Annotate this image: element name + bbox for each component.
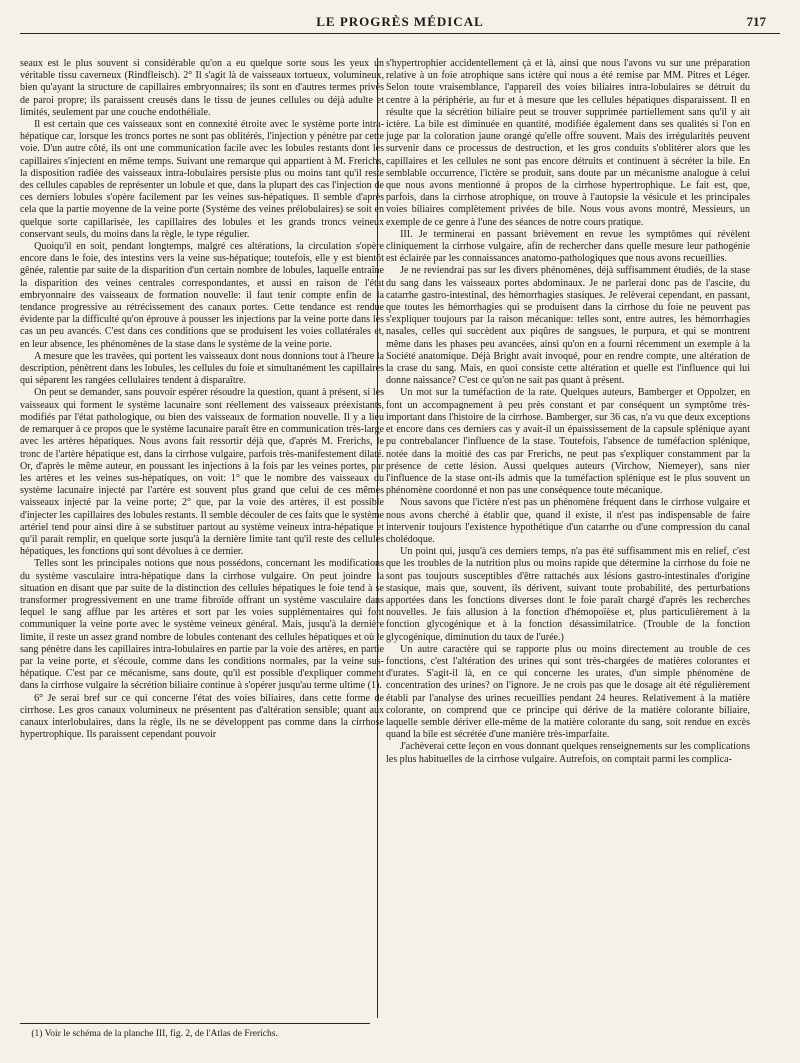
paragraph: seaux est le plus souvent si considérable qu'on a eu quelque sorte sous les yeux un véritable tissu caverneux (Rindfleisch). 2° Il s'agit là de vaisseaux tortueux, volumineux, bien qu'ayant la structure de capillaires embryonnaires; ils sont en d'autres termes privés de paroi propre; ils paraissent creusés dans le tissu de jeunes cellules ou déjà adulte et limités, seulement par une couche endothéliale. xyxy=(20,58,384,118)
paragraph: J'achèverai cette leçon en vous donnant quelques renseignements sur les complications les plus habituelles de la cirrhose vulgaire. Autrefois, on comptait parmi les complica- xyxy=(386,741,750,765)
journal-title: LE PROGRÈS MÉDICAL xyxy=(316,14,484,29)
right-column xyxy=(386,58,750,1038)
footnote: (1) Voir le schéma de la planche III, fig. 2, de l'Atlas de Frerichs. xyxy=(31,1029,278,1039)
paragraph: Quoiqu'il en soit, pendant longtemps, malgré ces altérations, la circulation s'opère encore dans le foie, des intestins vers la veine sus-hépatique; toutefois, elle y est bientôt gênée, ralentie par suite de la disparition d'un certain nombre de lobules, laquelle entraîne la disparition des veines centrales correspondantes, et aussi en raison de l'état embryonnaire des vaisseaux de formation nouvelle: il faut tenir compte enfin de la tendance progressive au rétrécissement des canaux portes. Cette tendance est rendue évidente par la difficulté qu'on éprouve à pousser les injections par la veine porte dans les cas un peu avancés. C'est dans ces conditions que se produisent les voies collatérales et, en leur absence, les phénomènes de la stase dans le système de la veine porte. xyxy=(20,241,384,350)
paragraph: Un autre caractère qui se rapporte plus ou moins directement au trouble de ces fonctions, c'est l'altération des urines qui sont très-chargées de matières colorantes et d'urates. S'agit-il là, en ce qui concerne les urates, d'un simple phénomène de concentration des urines? on l'ignore. Je ne crois pas que le dosage ait été régulièrement établi par l'analyse des urines recueillies pendant 24 heures. Relativement à la matière colorante, on comprend que ce principe qui dérive de la matière colorante biliaire, laquelle semble dériver elle-même de la matière colorante du sang, soit rendue en excès quand la bile est sécrétée d'une manière très-imparfaite. xyxy=(386,643,750,741)
paragraph: 6° Je serai bref sur ce qui concerne l'état des voies biliaires, dans cette forme de cirrhose. Les gros canaux volumineux ne présentent pas d'altération sensible; quant aux canaux interlobulaires, dans la règle, ils ne se développent pas comme dans la cirrhose hypertrophique. Ils paraissent cependant pouvoir xyxy=(20,692,384,741)
paragraph: III. Je terminerai en passant brièvement en revue les symptômes qui révèlent cliniquement la cirrhose vulgaire, afin de rechercher dans quelle mesure leur pathogénie est éclairée par les connaissances anatomo-pathologiques que nous avons recueillies. xyxy=(386,228,750,265)
paragraph: On peut se demander, sans pouvoir espérer résoudre la question, quant à présent, si les vaisseaux qui forment le système lacunaire sont réellement des vaisseaux préexistants, modifiés par l'état pathologique, ou bien des vaisseaux de formation nouvelle. Il y a lieu de remarquer à ce propos que le système lacunaire paraît être en communication très-large avec les artères hépatiques. Nous avons fait ressortir déjà que, d'après M. Frerichs, le tronc de l'artère hépatique est, dans la cirrhose vulgaire, parfois très-manifestement dilaté. Or, d'après le même auteur, en poussant les injections à la fois par les veines portes, par les artères et les veines sus-hépatiques, on voit: 1° que le nombre des vaisseaux du système lacunaire injecté par l'artère est souvent plus grand que celui de ces mêmes vaisseaux injecté par la veine porte; 2° que, par la voie des artères, il est possible d'injecter les capillaires des lobules restants. Il semble découler de ces faits que le système artériel tend pour ainsi dire à se substituer partout au système veineux intra-hépatique et qu'il parait remplir, en quelque sorte jusqu'à la dernière limite tant qu'il reste des cellules hépatiques, les fonctions qui sont dévolues à ce dernier. xyxy=(20,387,384,558)
page-number: 717 xyxy=(746,14,766,29)
paragraph: Je ne reviendrai pas sur les divers phénomènes, déjà suffisamment étudiés, de la stase du sang dans les vaisseaux portes abdominaux. Je ne parlerai donc pas de l'ascite, du catarrhe gastro-intestinal, des hémorrhagies stasiques. Je relèverai cependant, en passant, que toutes les hémorrhagies qui se produisent dans la cirrhose du foie ne peuvent pas s'expliquer toujours par la raison mécanique: telles sont, entre autres, les hémorrhagies nasales, celles qui succèdent aux piqûres de sangsues, le purpura, et qui se montrent même dans les phases peu avancées, ainsi qu'on en a fourni récemment un exemple à la Société anatomique. Déjà Bright avait invoqué, pour en rendre compte, une altération de la crase du sang. Mais, en quoi consiste cette altération et quelle est l'influence qui lui donne naissance? C'est ce qu'on ne sait pas quant à présent. xyxy=(386,265,750,387)
paragraph: s'hypertrophier accidentellement çà et là, ainsi que nous l'avons vu sur une préparation relative à un foie atrophique sans ictère qui nous a été remise par MM. Pitres et Léger. Selon toute vraisemblance, l'appareil des voies biliaires intra-lobulaires se détruit du centre à la périphérie, au fur et à mesure que les cellules hépatiques disparaissent. Il en résulte que la sécrétion biliaire peut se trouver supprimée partiellement sans qu'il y ait ictère. La bile est diminuée en quantité, modifiée également dans ses qualités si l'on en juge par la coloration jaune orangé qu'elle offre souvent. Mais des irrégularités peuvent survenir dans ce processus de destruction, et les gros conduits s'oblitérer alors que les capillaires et les cellules ne sont pas encore détruits et continuent à sécréter la bile. En semblable occurrence, l'ictère se produit, sans doute par un mécanisme analogue à celui que nous avons mentionné à propos de la cirrhose hypertrophique. Le fait est, que, parfois, dans la cirrhose atrophique, on trouve à l'autopsie la vésicule et les principales voies biliaires complètement privées de bile. Nous vous avons montré, Messieurs, un exemple de ce genre à l'une des séances de notre cours pratique. xyxy=(386,58,750,228)
left-column xyxy=(20,58,384,1038)
paragraph: Un point qui, jusqu'à ces derniers temps, n'a pas été suffisamment mis en relief, c'est que les troubles de la nutrition plus ou moins rapide que détermine la cirrhose du foie ne sont pas toujours susceptibles d'être rattachés aux lésions gastro-intestinales d'origine stasique, mais que, souvent, ils dérivent, suivant toute probabilité, des perturbations apportées dans les fonctions diverses dont le foie paraît chargé d'après les recherches nouvelles. Je fais allusion à la fonction d'hémopoïèse et, plus particulièrement à la fonction glycogénique et à la fonction désassimilatrice. (Trouble de la fonction glycogénique, diminution du taux de l'urée.) xyxy=(386,546,750,643)
paragraph: Telles sont les principales notions que nous possédons, concernant les modifications du système vasculaire intra-hépatique dans la cirrhose vulgaire. On peut joindre la situation en disant que par suite de la distinction des cellules hépatiques le foie tend à se transformer progressivement en une trame fibroïde offrant un système vasculaire dans lequel le sang afflue par les artères et sort par les voies supplémentaires qui font communiquer la veine porte avec le système veineux général. Mais, jusqu'à la dernière limite, il reste un assez grand nombre de lobules contenant des cellules hépatiques et où le sang pénètre dans les capillaires intra-lobulaires en partie par la voie des artères, en partie par la veine porte, et s'écoule, comme dans les conditions normales, par la veine sus-hépatique. C'est par ce mécanisme, sans doute, qu'il est possible d'expliquer comment dans la cirrhose vulgaire la sécrétion biliaire continue à s'opérer jusqu'au terme ultime (1). xyxy=(20,558,384,692)
header-rule xyxy=(20,33,780,34)
paragraph: Un mot sur la tuméfaction de la rate. Quelques auteurs, Bamberger et Oppolzer, en font un accompagnement à peu près constant et par conséquent un symptôme très-important dans l'histoire de la cirrhose. Bamberger, sur 36 cas, n'a vu que deux exceptions et encore dans ces derniers cas y avait-il un épaississement de la capsule splénique ayant pu contrebalancer l'influence de la stase. Toutefois, l'absence de tuméfaction splénique, notée dans la moitié des cas par Frerichs, ne peut pas s'expliquer constamment par la présence de cette lésion. Aussi quelques auteurs (Virchow, Niemeyer), sans nier l'influence de la stase ont-ils admis que la tuméfaction splénique est le plus souvent un phénomène coordonné et non pas une conséquence toute mécanique. xyxy=(386,387,750,497)
column-divider xyxy=(377,58,378,1018)
paragraph: Nous savons que l'ictère n'est pas un phénomène fréquent dans le cirrhose vulgaire et nous avons cherché à établir que, quand il existe, il n'est pas indispensable de faire intervenir toujours l'existence hypothétique d'un catarrhe ou d'une compression du canal cholédoque. xyxy=(386,497,750,545)
footnote-rule xyxy=(20,1023,370,1024)
paragraph: A mesure que les travées, qui portent les vaisseaux dont nous donnions tout à l'heure la description, pénètrent dans les lobules, les cellules du foie et simultanément les capillaires qui séparent les rangées cellulaires tendent à disparaître. xyxy=(20,350,384,387)
page-header xyxy=(20,12,780,38)
paragraph: Il est certain que ces vaisseaux sont en connexité étroite avec le système porte intra-hépatique car, lorsque les troncs portes ne sont pas oblitérés, l'injection y pénètre par cette voie. D'un autre côté, ils ont une communication facile avec les lobules restants dont les capillaires s'injectent en même temps. Suivant une remarque qui appartient à M. Frerichs, la disposition radiée des vaisseaux intra-lobulaires persiste plus ou moins tant qu'il reste des cellules capables de représenter un lobule et que, dans la plupart des cas l'injection de ces derniers lobules s'opère facilement par les veines sus-hépatiques. Il semble d'après cela que la partie moyenne de la veine porte (Système des veines prélobulaires) se soit en quelque sorte capillarisée, les capillaires des lobules et les grands troncs veineux conservant seuls, du moins dans la règle, le type régulier. xyxy=(20,119,384,240)
